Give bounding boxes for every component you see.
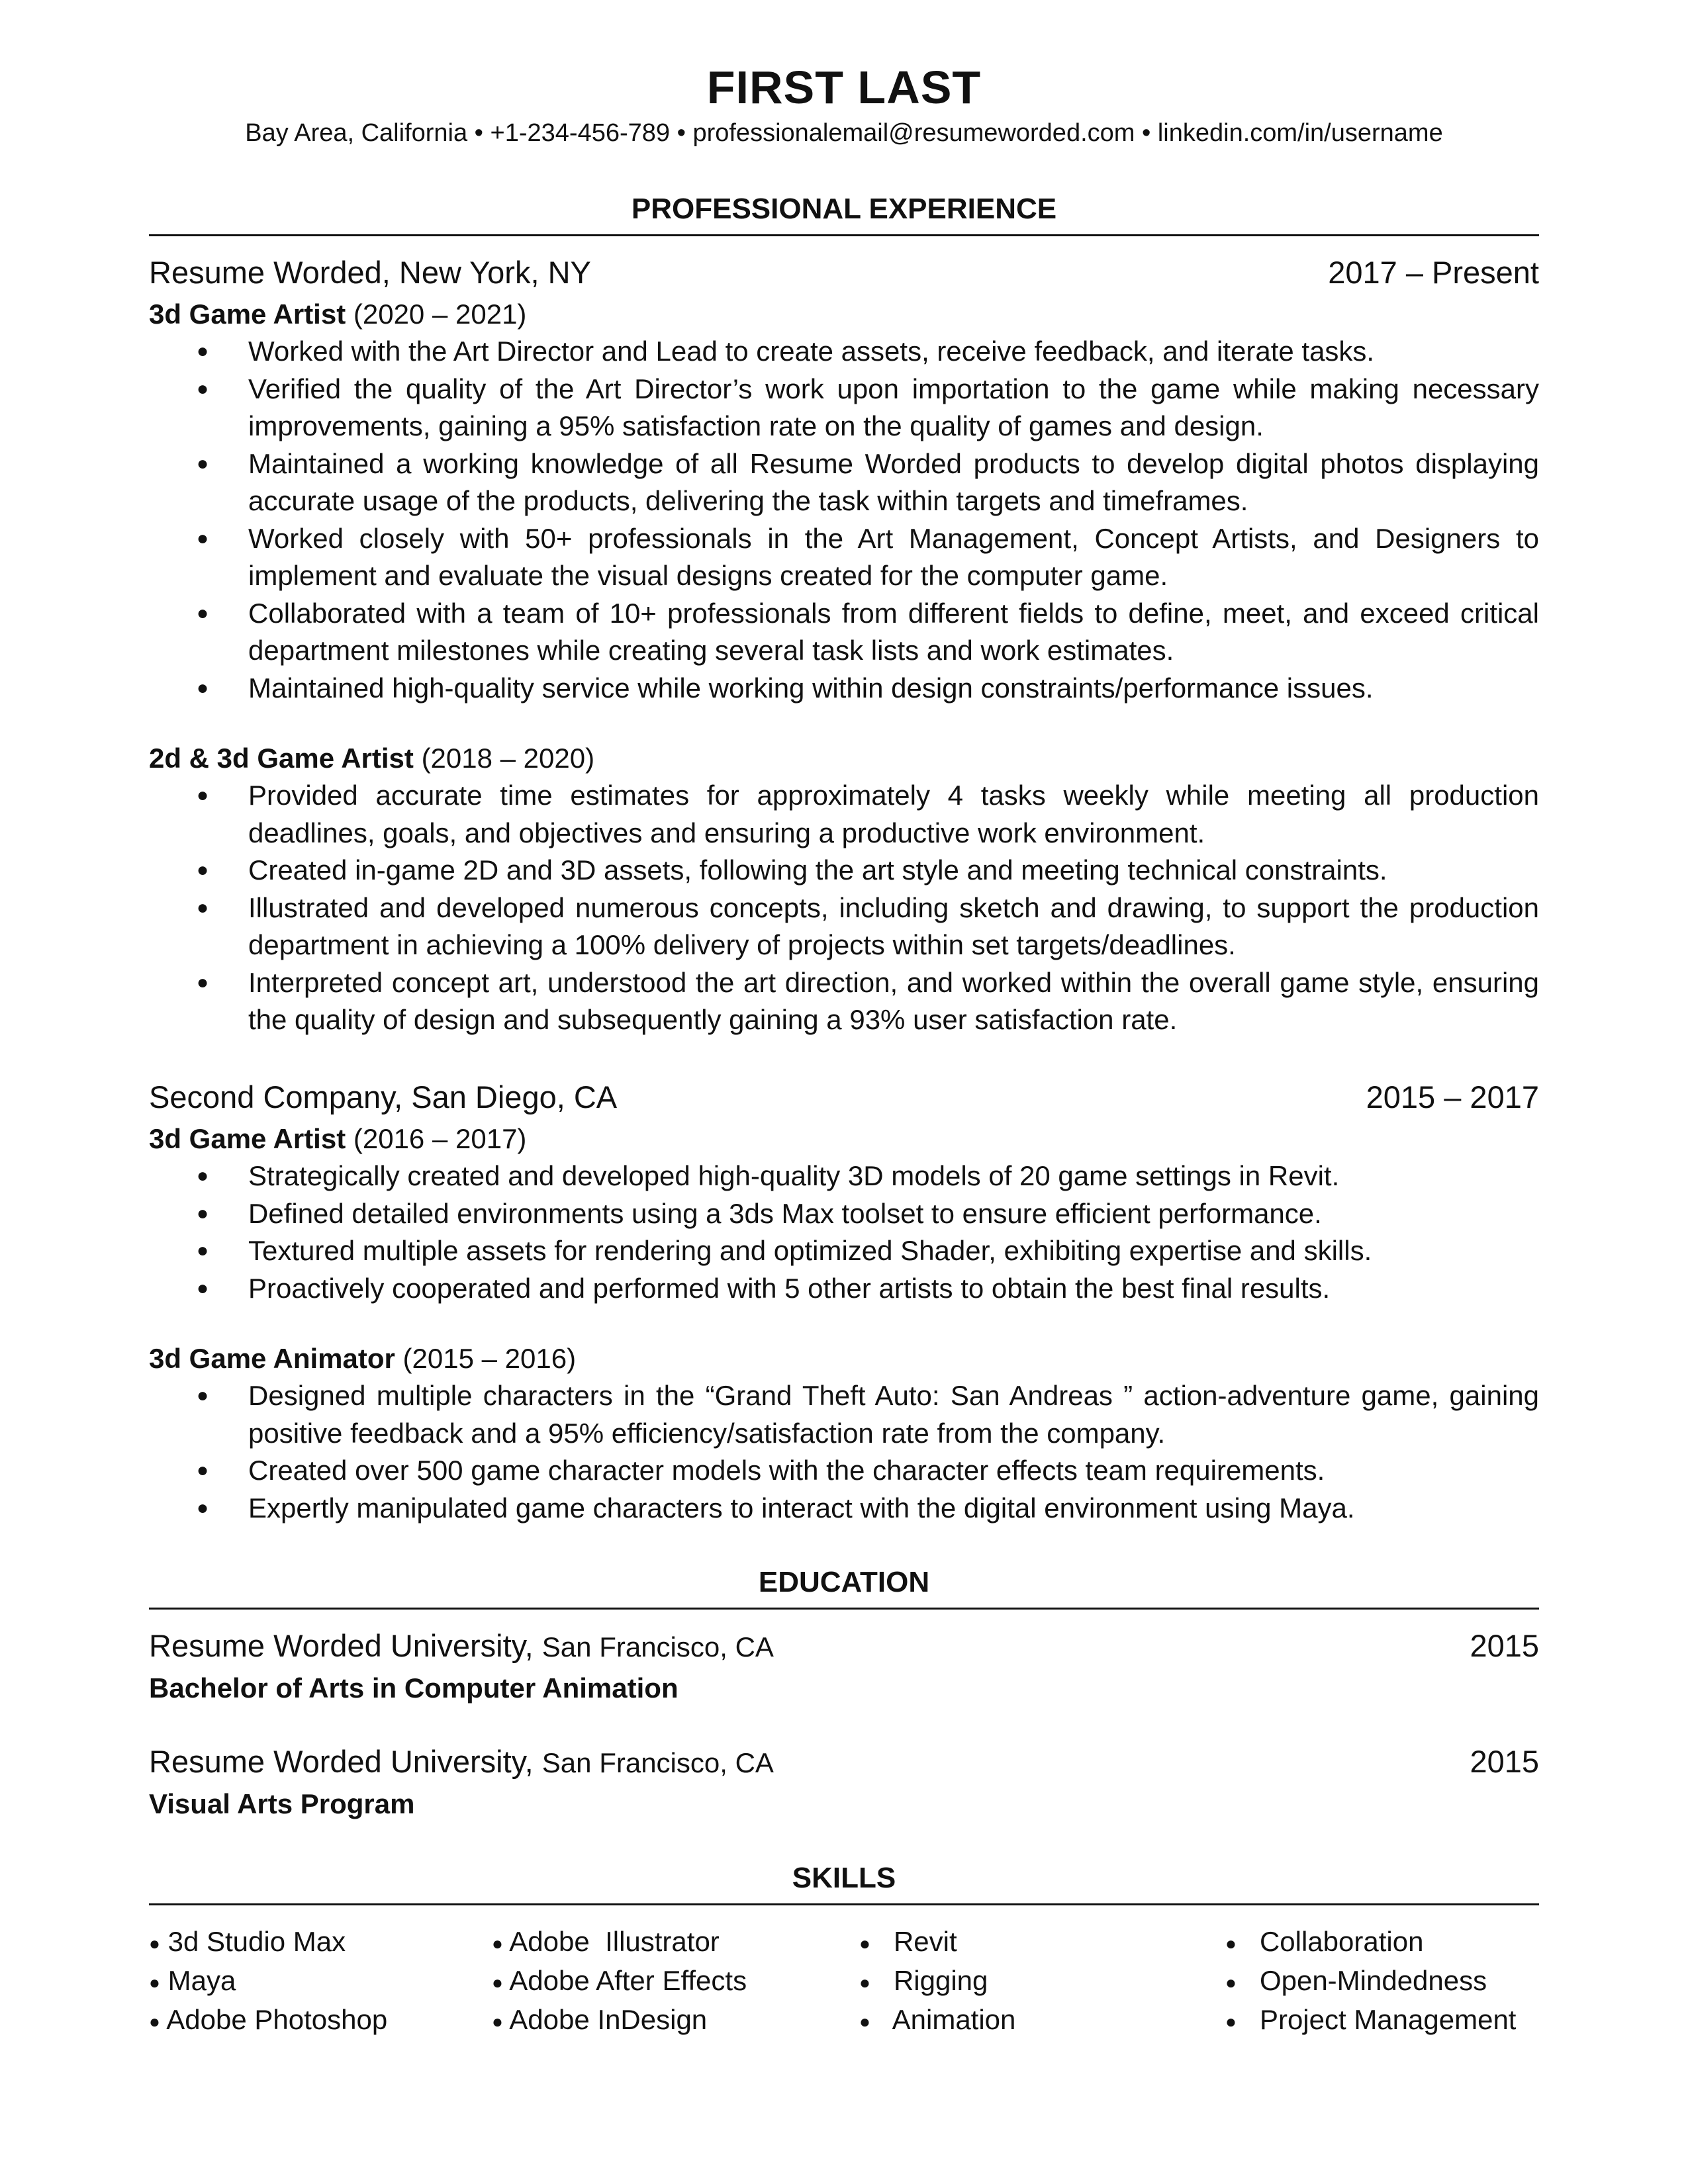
role-dates: (2018 – 2020): [421, 743, 595, 774]
skill-item: [149, 2001, 387, 2040]
company-name: Second Company, San Diego, CA: [149, 1079, 618, 1115]
skill-label: Adobe After Effects: [509, 1965, 747, 1997]
bullet-item: ● Worked closely with 50+ professionals in the Art Management, Concept Artists, and Designers to implement and evaluate the visual designs created for the computer game.: [149, 520, 1539, 595]
skills-divider: [149, 1903, 1539, 1905]
role-dates: (2020 – 2021): [353, 298, 527, 330]
bullet-icon: ●: [1225, 1933, 1237, 1954]
bullet-item: ● Worked with the Art Director and Lead to create assets, receive feedback, and iterate tasks.: [149, 333, 1539, 371]
skills-column: [149, 1923, 387, 2040]
school-location: San Francisco, CA: [541, 1747, 774, 1778]
bullet-icon: ●: [859, 1972, 870, 1993]
education-section-title: EDUCATION: [758, 1566, 930, 1598]
bullet-icon: ●: [149, 1933, 160, 1954]
skill-label: 3d Studio Max: [167, 1926, 346, 1957]
skills-section-title-wrap: [149, 1860, 1539, 1897]
skill-item: [859, 2001, 1015, 2040]
skills-section-title: SKILLS: [792, 1862, 896, 1894]
role-bullet-list: [149, 777, 1539, 1039]
role-header: [149, 1120, 526, 1158]
graduation-year: 2015: [1470, 1744, 1539, 1779]
bullet-item: ● Expertly manipulated game characters to interact with the digital environment using Maya.: [149, 1490, 1539, 1527]
skill-item: [1225, 2001, 1516, 2040]
skills-column: [859, 1923, 1015, 2040]
skill-label: Revit: [893, 1926, 957, 1957]
bullet-item: ● Interpreted concept art, understood the art direction, and worked within the overall game style, ensuring the quality of design and subsequently gaining a 93% user satisfaction rate.: [149, 964, 1539, 1039]
role-bullet-list: [149, 333, 1539, 707]
role-header: [149, 296, 526, 333]
skill-label: Adobe Photoshop: [166, 2004, 388, 2036]
skill-label: Adobe InDesign: [509, 2004, 708, 2036]
degree-name: Bachelor of Arts in Computer Animation: [149, 1672, 679, 1704]
skills-column: [492, 1923, 747, 2040]
role-bullet-list: [149, 1158, 1539, 1307]
bullet-icon: ●: [859, 1933, 870, 1954]
bullet-item: ● Maintained high-quality service while working within design constraints/performance issues.: [149, 670, 1539, 707]
experience-section-title: PROFESSIONAL EXPERIENCE: [631, 193, 1057, 225]
education-section-title-wrap: [149, 1564, 1539, 1601]
company-dates: 2017 – Present: [1328, 255, 1539, 290]
bullet-item: ● Illustrated and developed numerous concepts, including sketch and drawing, to support the production department in achieving a 100% delivery of projects within set targets/deadlines.: [149, 889, 1539, 964]
skill-item: [492, 1923, 747, 1962]
experience-divider: [149, 234, 1539, 236]
role-title: 3d Game Animator: [149, 1343, 395, 1374]
education-entry: [149, 1626, 1539, 1674]
bullet-item: ● Collaborated with a team of 10+ professionals from different fields to define, meet, and exceed critical department milestones while creating several task lists and work estimates.: [149, 595, 1539, 670]
skill-label: Adobe Illustrator: [509, 1926, 720, 1957]
bullet-item: ● Proactively cooperated and performed with 5 other artists to obtain the best final results.: [149, 1270, 1539, 1308]
role-dates: (2015 – 2016): [402, 1343, 577, 1374]
bullet-icon: ●: [149, 2011, 160, 2032]
bullet-icon: ●: [1225, 2011, 1237, 2032]
skill-label: Project Management: [1259, 2004, 1517, 2036]
degree-name: Visual Arts Program: [149, 1788, 415, 1819]
skill-item: [1225, 1962, 1516, 2001]
bullet-item: ● Created over 500 game character models with the character effects team requirements.: [149, 1452, 1539, 1490]
bullet-item: ● Verified the quality of the Art Director’s work upon importation to the game while making necessary improvements, gaining a 95% satisfaction rate on the quality of games and design.: [149, 371, 1539, 445]
bullet-item: ● Designed multiple characters in the “Grand Theft Auto: San Andreas ” action-adventure game, gaining positive feedback and a 95% efficiency/satisfaction rate from the company.: [149, 1377, 1539, 1452]
school-name: Resume Worded University: [149, 1744, 525, 1779]
skill-label: Rigging: [893, 1965, 988, 1997]
company-name: Resume Worded, New York, NY: [149, 255, 591, 290]
school-comma: ,: [524, 1628, 542, 1663]
skill-label: Maya: [167, 1965, 236, 1997]
role-header: [149, 1340, 576, 1377]
skill-label: Open-Mindedness: [1259, 1965, 1487, 1997]
candidate-name: FIRST LAST: [706, 62, 982, 113]
bullet-item: ● Textured multiple assets for rendering and optimized Shader, exhibiting expertise and skills.: [149, 1232, 1539, 1270]
role-dates: (2016 – 2017): [353, 1123, 527, 1154]
role-bullet-list: [149, 1377, 1539, 1527]
school-comma: ,: [524, 1744, 542, 1779]
contact-line: Bay Area, California • +1-234-456-789 • professionalemail@resumeworded.com • linkedin.com/in/username: [245, 119, 1443, 147]
education-divider: [149, 1608, 1539, 1610]
bullet-icon: ●: [859, 2011, 870, 2032]
bullet-icon: ●: [1225, 1972, 1237, 1993]
graduation-year: 2015: [1470, 1628, 1539, 1663]
bullet-item: ● Provided accurate time estimates for approximately 4 tasks weekly while meeting all production deadlines, goals, and objectives and ensuring a productive work environment.: [149, 777, 1539, 852]
school-location: San Francisco, CA: [541, 1631, 774, 1662]
skill-item: [149, 1923, 387, 1962]
bullet-icon: ●: [492, 2011, 503, 2032]
skill-label: Collaboration: [1259, 1926, 1424, 1957]
skill-label: Animation: [892, 2004, 1016, 2036]
skill-item: [859, 1923, 1015, 1962]
role-title: 2d & 3d Game Artist: [149, 743, 414, 774]
company-dates: 2015 – 2017: [1366, 1079, 1539, 1115]
skill-item: [859, 1962, 1015, 2001]
skills-column: [1225, 1923, 1516, 2040]
school-name: Resume Worded University: [149, 1628, 525, 1663]
education-entry: [149, 1742, 1539, 1790]
skill-item: [492, 2001, 747, 2040]
bullet-item: ● Maintained a working knowledge of all Resume Worded products to develop digital photos displaying accurate usage of the products, delivering the task within targets and timeframes.: [149, 445, 1539, 520]
bullet-icon: ●: [149, 1972, 160, 1993]
role-header: [149, 740, 594, 777]
skill-item: [1225, 1923, 1516, 1962]
experience-section-title-wrap: [149, 191, 1539, 228]
skill-item: [492, 1962, 747, 2001]
role-title: 3d Game Artist: [149, 1123, 346, 1154]
bullet-item: ● Defined detailed environments using a 3ds Max toolset to ensure efficient performance.: [149, 1195, 1539, 1233]
bullet-item: ● Strategically created and developed high-quality 3D models of 20 game settings in Revit.: [149, 1158, 1539, 1195]
bullet-icon: ●: [492, 1933, 503, 1954]
bullet-icon: ●: [492, 1972, 503, 1993]
bullet-item: ● Created in-game 2D and 3D assets, following the art style and meeting technical constraints.: [149, 852, 1539, 889]
skill-item: [149, 1962, 387, 2001]
role-title: 3d Game Artist: [149, 298, 346, 330]
